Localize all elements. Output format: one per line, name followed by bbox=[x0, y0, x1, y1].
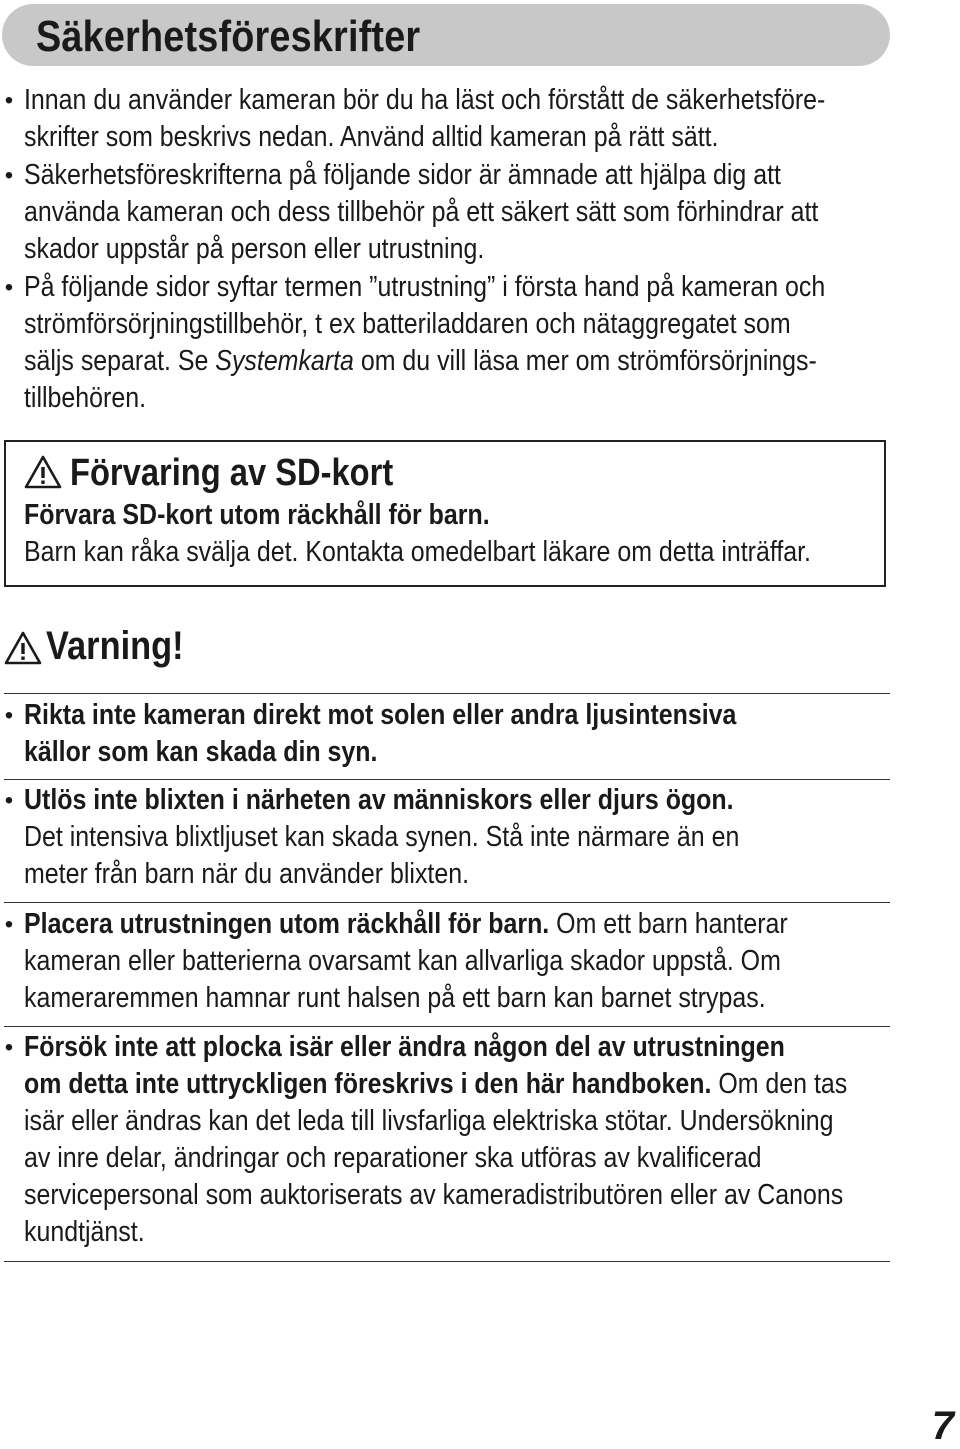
warning-item-line bbox=[24, 1066, 847, 1103]
page-title: Säkerhetsföreskrifter bbox=[36, 12, 421, 61]
bullet-icon: • bbox=[4, 1034, 14, 1061]
caution-box bbox=[4, 440, 886, 587]
warning-item-bold: Utlös inte blixten i närheten av människors eller djurs ögon. bbox=[24, 784, 734, 816]
intro-text: säljs separat. Se bbox=[24, 345, 216, 377]
intro-line: Innan du använder kameran bör du ha läst och förstått de säkerhetsföre- bbox=[24, 84, 826, 116]
warning-item-bold: Rikta inte kameran direkt mot solen eller andra ljusintensiva bbox=[24, 699, 737, 731]
warning-triangle-icon bbox=[24, 454, 62, 490]
warning-item-text: Om ett barn hanterar bbox=[549, 908, 788, 940]
intro-line: skrifter som beskrivs nedan. Använd alltid kameran på rätt sätt. bbox=[24, 121, 719, 153]
divider bbox=[4, 1026, 890, 1027]
bullet-icon: • bbox=[4, 162, 14, 189]
warning-triangle-icon bbox=[4, 630, 42, 666]
page-number: 7 bbox=[931, 1404, 954, 1448]
warning-item-text: av inre delar, ändringar och reparationer ska utföras av kvalificerad bbox=[24, 1142, 762, 1174]
warning-item-text: kameraremmen hamnar runt halsen på ett barn kan barnet strypas. bbox=[24, 982, 766, 1014]
warning-item-text: Det intensiva blixtljuset kan skada synen. Stå inte närmare än en bbox=[24, 821, 740, 853]
divider bbox=[4, 1261, 890, 1262]
warning-item-text: kameran eller batterierna ovarsamt kan allvarliga skador uppstå. Om bbox=[24, 945, 781, 977]
caution-subtitle: Förvara SD-kort utom räckhåll för barn. bbox=[24, 499, 490, 531]
divider bbox=[4, 693, 890, 694]
warning-item-bold: källor som kan skada din syn. bbox=[24, 736, 378, 768]
bullet-icon: • bbox=[4, 274, 14, 301]
warning-item-text: Om den tas bbox=[711, 1068, 848, 1100]
intro-line bbox=[24, 343, 817, 380]
intro-line: använda kameran och dess tillbehör på ett säkert sätt som förhindrar att bbox=[24, 196, 819, 228]
caution-text: Barn kan råka svälja det. Kontakta omedelbart läkare om detta inträffar. bbox=[24, 536, 811, 568]
divider bbox=[4, 779, 890, 780]
bullet-icon: • bbox=[4, 787, 14, 814]
intro-text: om du vill läsa mer om strömförsörjnings- bbox=[353, 345, 817, 377]
bullet-icon: • bbox=[4, 702, 14, 729]
intro-line: Säkerhetsföreskrifterna på följande sidor är ämnade att hjälpa dig att bbox=[24, 159, 781, 191]
warning-item-line bbox=[24, 906, 788, 943]
intro-line: tillbehören. bbox=[24, 382, 147, 414]
warning-item-bold: Försök inte att plocka isär eller ändra någon del av utrustningen bbox=[24, 1031, 785, 1063]
divider bbox=[4, 902, 890, 903]
warning-item-text: isär eller ändras kan det leda till livsfarliga elektriska stötar. Undersökning bbox=[24, 1105, 834, 1137]
warning-item-text: kundtjänst. bbox=[24, 1216, 145, 1248]
system-map-reference: Systemkarta bbox=[215, 345, 354, 377]
section-header bbox=[2, 4, 890, 66]
intro-line: strömförsörjningstillbehör, t ex batteriladdaren och nätaggregatet som bbox=[24, 308, 791, 340]
warning-item-bold: om detta inte uttryckligen föreskrivs i den här handboken. bbox=[24, 1068, 712, 1100]
warning-item-bold: Placera utrustningen utom räckhåll för barn. bbox=[24, 908, 550, 940]
warning-item-text: meter från barn när du använder blixten. bbox=[24, 858, 470, 890]
intro-line: skador uppstår på person eller utrustning. bbox=[24, 233, 485, 265]
intro-line: På följande sidor syftar termen ”utrustning” i första hand på kameran och bbox=[24, 271, 826, 303]
warning-item-text: servicepersonal som auktoriserats av kameradistributören eller av Canons bbox=[24, 1179, 844, 1211]
caution-title: Förvaring av SD-kort bbox=[70, 452, 394, 494]
bullet-icon: • bbox=[4, 87, 14, 114]
warning-title: Varning! bbox=[46, 624, 184, 668]
bullet-icon: • bbox=[4, 911, 14, 938]
